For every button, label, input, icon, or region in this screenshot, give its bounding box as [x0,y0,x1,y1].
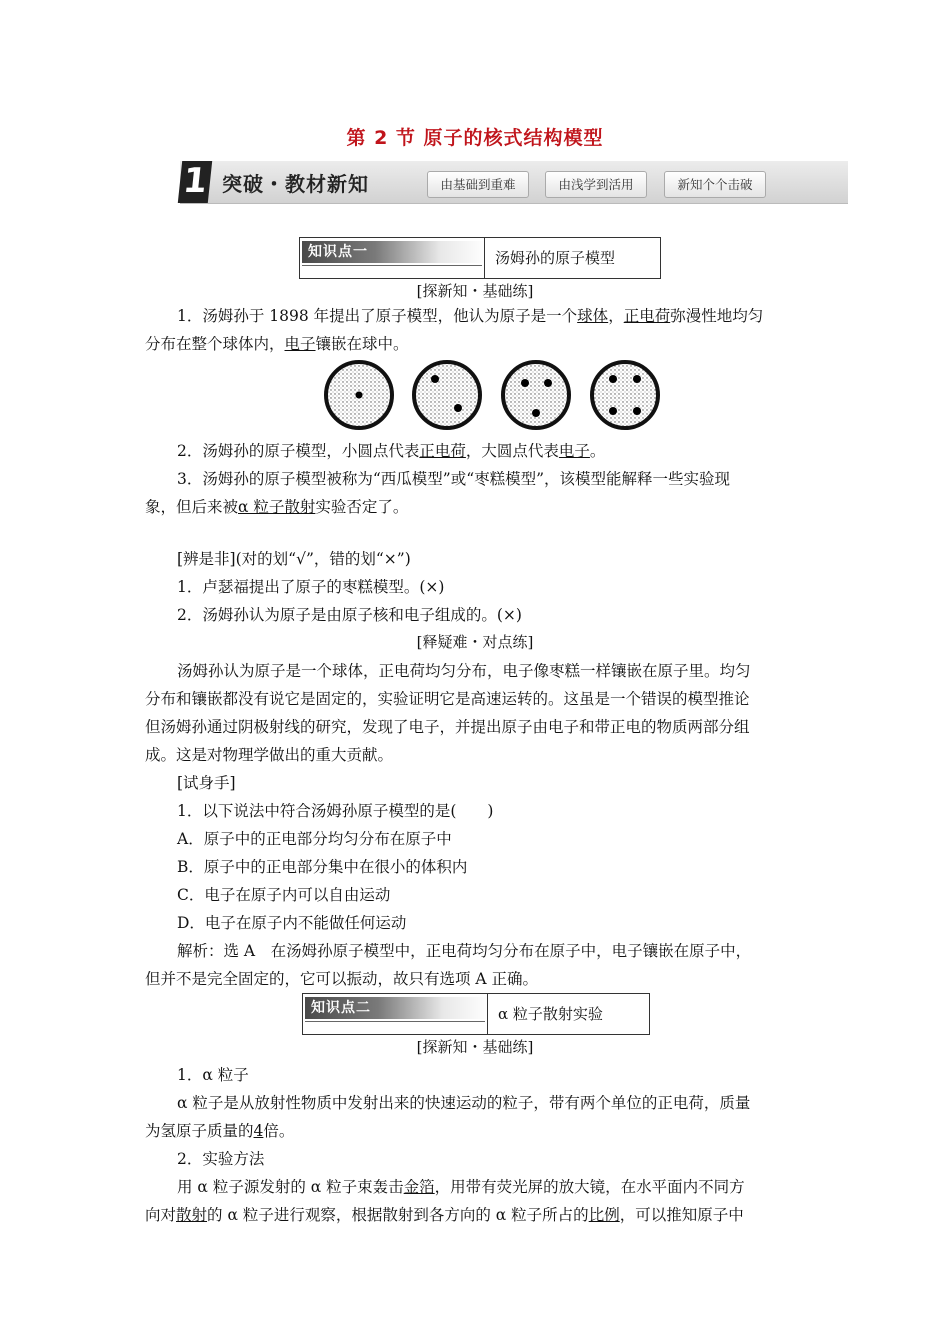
option-c: C．电子在原子内可以自由运动 [177,886,391,904]
alpha-line-1: α 粒子是从放射性物质中发射出来的快速运动的粒子，带有两个单位的正电荷，质量 [177,1094,751,1112]
atom-2 [414,362,480,428]
try-heading: [试身手] [177,774,236,792]
section-label-resolve: [释疑难・对点练] [416,633,534,651]
page-title: 第 2 节 原子的核式结构模型 [346,127,604,149]
thomson-model-diagram [322,357,662,435]
alpha-heading-1: 1．α 粒子 [177,1066,249,1084]
atom-1 [326,362,392,428]
alpha-line-4: 向对散射的 α 粒子进行观察，根据散射到各方向的 α 粒子所占的比例，可以推知原子中 [145,1206,744,1224]
banner-pill-3: 新知个个击破 [664,171,766,198]
question-1: 1．以下说法中符合汤姆孙原子模型的是( ) [177,802,494,820]
option-d: D．电子在原子内不能做任何运动 [177,914,407,932]
banner-pill-1: 由基础到重难 [427,171,529,198]
atom-3 [503,362,569,428]
atom-4 [592,362,658,428]
section-label-explore: [探新知・基础练] [416,282,534,300]
banner-pill-2: 由浅学到活用 [545,171,647,198]
banner-number: 1 [178,161,212,203]
alpha-line-3: 用 α 粒子源发射的 α 粒子束轰击金箔，用带有荧光屏的放大镜，在水平面内不同方 [177,1178,745,1196]
knowledge-point-tag: 知识点一 [302,241,486,263]
paragraph-1-line-2: 分布在整个球体内，电子镶嵌在球中。 [145,335,409,353]
explain-line-2: 分布和镶嵌都没有说它是固定的，实验证明它是高速运转的。这虽是一个错误的模型推论 [145,690,750,708]
option-a: A．原子中的正电部分均匀分布在原子中 [177,830,452,848]
answer-line-2: 但并不是完全固定的，它可以振动，故只有选项 A 正确。 [145,970,539,988]
alpha-heading-2: 2．实验方法 [177,1150,265,1168]
tag-underline [302,265,482,266]
paragraph-3-line-1: 3．汤姆孙的原子模型被称为“西瓜模型”或“枣糕模型”，该模型能解释一些实验现 [177,470,731,488]
section-label-explore-2: [探新知・基础练] [416,1038,534,1056]
tag-underline [305,1021,485,1022]
paragraph-3-line-2: 象，但后来被α 粒子散射实验否定了。 [145,498,409,516]
judge-heading: [辨是非](对的划“√”，错的划“×”) [177,550,411,568]
paragraph-1-line-1: 1．汤姆孙于 1898 年提出了原子模型，他认为原子是一个球体，正电荷弥漫性地均匀 [177,307,764,325]
knowledge-point-2 [302,993,650,1035]
knowledge-point-name: 汤姆孙的原子模型 [495,249,616,267]
knowledge-point-1 [299,237,661,279]
explain-line-3: 但汤姆孙通过阴极射线的研究，发现了电子，并提出原子由电子和带正电的物质两部分组 [145,718,750,736]
banner-title: 突破・教材新知 [222,172,369,196]
section-banner [180,161,848,204]
option-b: B．原子中的正电部分集中在很小的体积内 [177,858,468,876]
knowledge-point-tag: 知识点二 [305,997,489,1019]
explain-line-1: 汤姆孙认为原子是一个球体，正电荷均匀分布，电子像枣糕一样镶嵌在原子里。均匀 [177,662,751,680]
paragraph-2: 2．汤姆孙的原子模型，小圆点代表正电荷，大圆点代表电子。 [177,442,606,460]
explain-line-4: 成。这是对物理学做出的重大贡献。 [145,746,394,764]
divider [487,994,488,1034]
alpha-line-2: 为氢原子质量的4倍。 [145,1122,295,1140]
judge-item-1: 1．卢瑟福提出了原子的枣糕模型。(×) [177,578,445,596]
judge-item-2: 2．汤姆孙认为原子是由原子核和电子组成的。(×) [177,606,522,624]
knowledge-point-name: α 粒子散射实验 [498,1005,603,1023]
divider [484,238,485,278]
answer-line-1: 解析：选 A 在汤姆孙原子模型中，正电荷均匀分布在原子中，电子镶嵌在原子中， [177,942,752,960]
